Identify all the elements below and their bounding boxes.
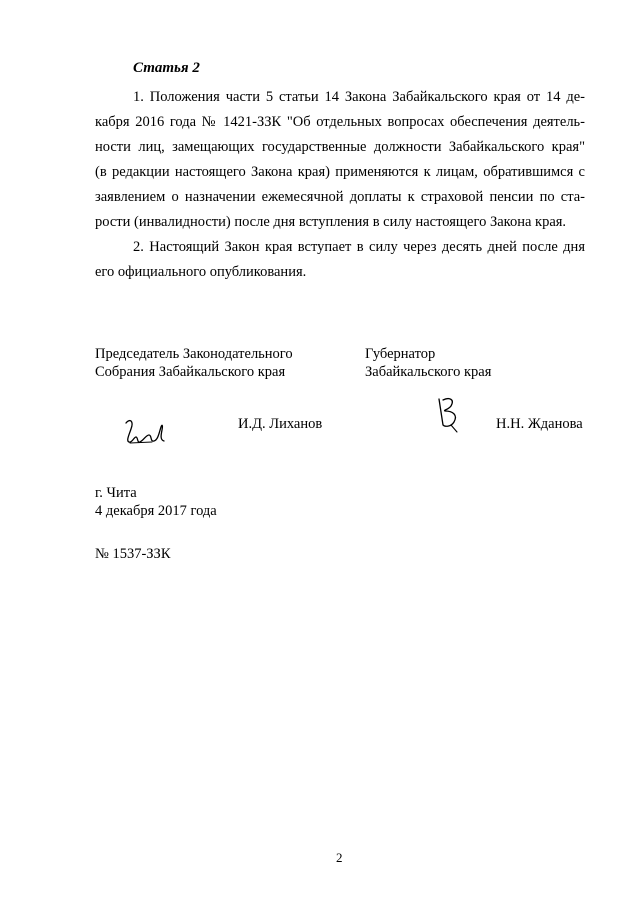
- left-signatory-title-line-2: Собрания Забайкальского края: [95, 364, 286, 380]
- paragraph-1-line-5: заявлением о назначении ежемесячной доплаты к страховой пенсии по ста-: [95, 189, 585, 205]
- left-signatory-name: И.Д. Лиханов: [238, 416, 323, 432]
- article-heading: Статья 2: [133, 60, 200, 76]
- right-signatory-name: Н.Н. Жданова: [496, 416, 583, 432]
- paragraph-1-line-4: (в редакции настоящего Закона края) применяются к лицам, обратившимся с: [95, 164, 585, 180]
- right-signatory-title-line-1: Губернатор: [365, 346, 436, 362]
- city: г. Чита: [95, 485, 137, 501]
- paragraph-1-line-6: рости (инвалидности) после дня вступления в силу настоящего Закона края.: [95, 214, 567, 230]
- signing-date: 4 декабря 2017 года: [95, 503, 217, 519]
- left-handwritten-signature: [122, 415, 170, 449]
- right-handwritten-signature: [433, 395, 469, 435]
- left-signatory-title-line-1: Председатель Законодательного: [95, 346, 293, 362]
- right-signatory-title-line-2: Забайкальского края: [365, 364, 492, 380]
- paragraph-2-line-2: его официального опубликования.: [95, 264, 307, 280]
- law-number: № 1537-ЗЗК: [95, 546, 171, 562]
- paragraph-2-line-1: 2. Настоящий Закон края вступает в силу через десять дней после дня: [133, 239, 585, 255]
- paragraph-1-line-1: 1. Положения части 5 статьи 14 Закона Забайкальского края от 14 де-: [133, 89, 585, 105]
- paragraph-1-line-2: кабря 2016 года № 1421-ЗЗК "Об отдельных вопросах обеспечения деятель-: [95, 114, 585, 130]
- paragraph-1-line-3: ности лиц, замещающих государственные должности Забайкальского края": [95, 139, 585, 155]
- page-number: 2: [336, 850, 343, 865]
